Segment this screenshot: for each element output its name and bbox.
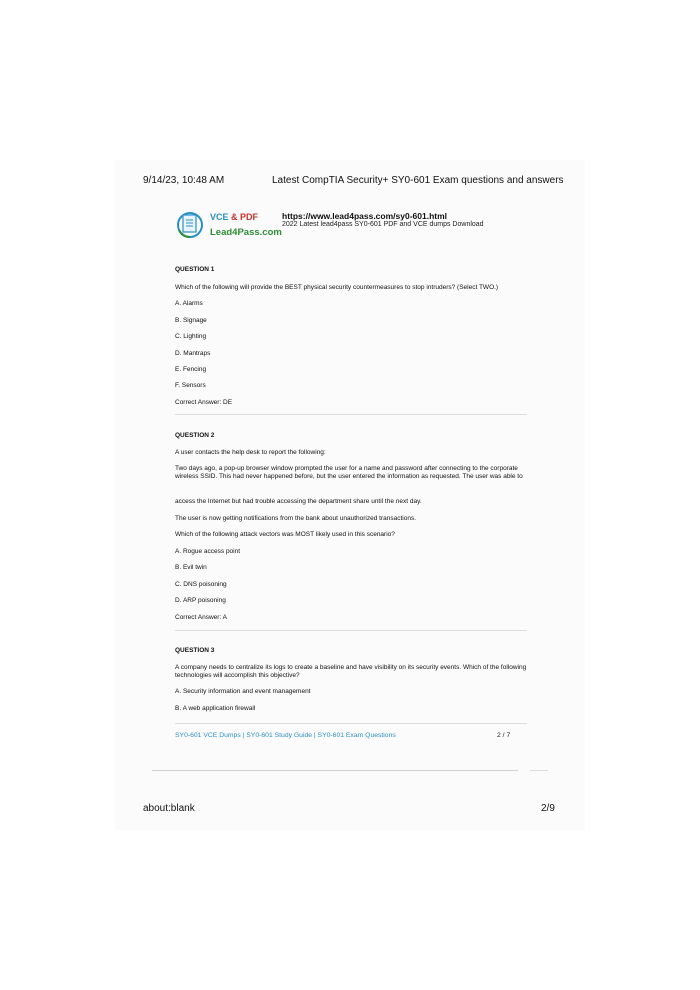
separator — [175, 630, 527, 631]
question-1-text: Which of the following will provide the BEST physical security countermeasures to stop intruders? (Select TWO.) — [175, 284, 499, 291]
q2-option-c: C. DNS poisoning — [175, 581, 227, 588]
question-2-text-3: access the Internet but had trouble accessing the department share until the next day. — [175, 498, 422, 505]
print-footer-page: 2/9 — [541, 803, 555, 814]
q1-option-a: A. Alarms — [175, 300, 203, 307]
logo-site-name: Lead4Pass.com — [210, 227, 282, 238]
separator — [175, 414, 527, 415]
banner-subtitle: 2022 Latest lead4pass SY0-601 PDF and VCE dumps Download — [282, 221, 484, 228]
q1-option-b: B. Signage — [175, 317, 207, 324]
print-footer-url: about:blank — [143, 803, 195, 814]
page-divider-short — [530, 770, 548, 771]
question-2-text-2: Two days ago, a pop-up browser window prompted the user for a name and password after connecting to the corporate wireless SSID. This had never happened before, but the user entered the information as requested. The user was able to — [175, 465, 523, 481]
question-3-text: A company needs to centralize its logs to create a baseline and have visibility on its security events. Which of the following technologies will accomplish this objective? — [175, 664, 527, 680]
question-1-title: QUESTION 1 — [175, 266, 215, 273]
question-2-text-1: A user contacts the help desk to report the following: — [175, 449, 326, 456]
q3-option-b: B. A web application firewall — [175, 705, 256, 712]
q2-option-b: B. Evil twin — [175, 564, 207, 571]
footer-links[interactable]: SY0-601 VCE Dumps | SY0-601 Study Guide | SY0-601 Exam Questions — [175, 732, 396, 739]
lead4pass-logo — [177, 208, 282, 242]
question-2-text-4: The user is now getting notifications from the bank about unauthorized transactions. — [175, 515, 417, 522]
banner-url[interactable]: https://www.lead4pass.com/sy0-601.html — [282, 211, 448, 221]
print-title: Latest CompTIA Security+ SY0-601 Exam questions and answers — [272, 175, 564, 186]
q2-option-a: A. Rogue access point — [175, 548, 241, 555]
q2-answer: Correct Answer: A — [175, 614, 228, 621]
separator — [175, 723, 527, 724]
footer-page-number: 2 / 7 — [497, 732, 511, 739]
logo-vce-pdf: VCE & PDF — [210, 212, 259, 222]
q1-option-e: E. Fencing — [175, 366, 207, 373]
q1-option-f: F. Sensors — [175, 382, 206, 389]
q1-option-c: C. Lighting — [175, 333, 207, 340]
book-logo-icon — [177, 210, 203, 238]
pdf-page — [115, 160, 585, 830]
question-3-title: QUESTION 3 — [175, 647, 215, 654]
question-2-text-5: Which of the following attack vectors was MOST likely used in this scenario? — [175, 531, 395, 538]
q3-option-a: A. Security information and event management — [175, 688, 311, 695]
q2-option-d: D. ARP poisoning — [175, 597, 226, 604]
q1-option-d: D. Mantraps — [175, 350, 211, 357]
print-datetime: 9/14/23, 10:48 AM — [143, 175, 225, 186]
q1-answer: Correct Answer: DE — [175, 399, 233, 406]
page-divider — [152, 770, 518, 771]
question-2-title: QUESTION 2 — [175, 432, 215, 439]
